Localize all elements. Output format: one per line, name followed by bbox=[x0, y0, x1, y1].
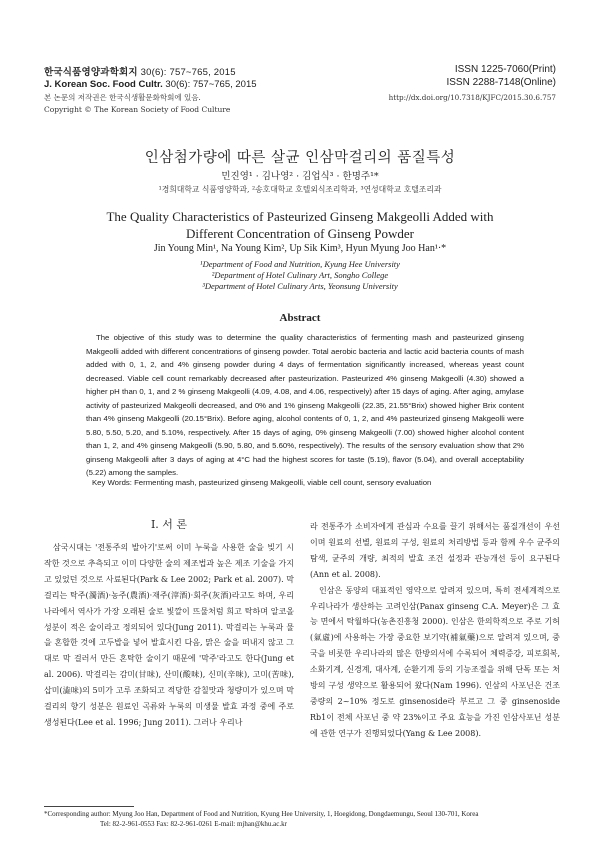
title-english-line-2: Different Concentration of Ginseng Powder bbox=[186, 226, 414, 241]
copyright-line: Copyright © The Korean Society of Food Culture bbox=[44, 105, 231, 114]
journal-pages-en: 30(6): 757~765, 2015 bbox=[165, 79, 257, 90]
affiliation-3: ³Department of Hotel Culinary Arts, Yeonsung University bbox=[202, 281, 398, 291]
affiliation-2: ²Department of Hotel Culinary Art, Songho College bbox=[211, 270, 389, 280]
intro-paragraph-continued: 라 전통주가 소비자에게 관심과 수요를 끌기 위해서는 품질개선이 우선이며 원료의 선별, 원료의 구성, 원료의 처리방법 등과 함께 우수 균주의 탐색, 균주의 개량, 최적의 발효 조건 설정과 관능개선 등이 요구된다(Ann et al. 2008). bbox=[310, 522, 560, 579]
authors-korean: 민진영¹ · 김나영² · 김업식³ · 한명주¹* bbox=[221, 171, 379, 182]
affiliations-korean: ¹경희대학교 식품영양학과, ²송호대학교 호텔외식조리학과, ³연성대학교 호텔조리과 bbox=[158, 185, 442, 194]
journal-name-ko: 한국식품영양과학회지 bbox=[44, 67, 138, 78]
footnote-line-1: *Corresponding author: Myung Joo Han, Department of Food and Nutrition, Kyung Hee University, 1, Hoegidong, Dongdaemungu, Seoul 130-701, Korea bbox=[44, 810, 479, 818]
title-english bbox=[0, 208, 600, 242]
intro-paragraph-1: 삼국시대는 '전통주의 발아기'로써 이미 누룩을 사용한 술을 빚기 시작한 것으로 추측되고 이미 다양한 술의 제조법과 높은 제조 기술을 가지고 있었던 것으로 사료된다(Park & Lee 2002; Park et al. 2007). 막걸리는 탁주(濁酒)·농주(農酒)·재주(滓酒)·회주(灰酒)라고도 하며, 우리나라에서 역사가 가장 오래된 술로 빛깔이 뜨물처럼 희고 탁하며 알코올 성분이 적은 술이라고 정의되어 있다(Jung 2011). 막걸리는 누룩과 물을 혼합한 것에 고두밥을 넣어 발효시킨 다음, 맑은 술을 떠내지 않고 그대로 막 걸러서 만든 혼탁한 술이기 때문에 '막주'라고도 한다(Jung et al. 2006). 막걸리는 감미(甘味), 산미(酸味), 신미(辛味), 고미(苦味), 삽미(澁味)의 5미가 고루 조화되고 적당한 감칠맛과 청량미가 있으며 막걸리의 향기 성분은 원료인 곡류와 누룩의 미생물 발효 과정 중에 주로 생성된다(Lee et al. 1996; Jung 2011). 그러나 우리나 bbox=[44, 543, 294, 727]
left-column bbox=[44, 540, 294, 731]
keywords: Key Words: Fermenting mash, pasteurized ginseng Makgeolli, viable cell count, sensory evaluation bbox=[92, 478, 432, 487]
journal-pages-ko: 30(6): 757~765, 2015 bbox=[140, 67, 236, 78]
affiliation-1: ¹Department of Food and Nutrition, Kyung Hee University bbox=[200, 259, 400, 269]
authors-english: Jin Young Min¹, Na Young Kim², Up Sik Kim³, Hyun Myung Joo Han¹·* bbox=[153, 243, 447, 254]
affiliations-english bbox=[0, 259, 600, 292]
issn-print: ISSN 1225-7060(Print) bbox=[454, 64, 556, 75]
abstract-text: The objective of this study was to determine the quality characteristics of fermenting mash and pasteurized ginseng Makgeolli added with different concentrations of ginseng powder. Total aerobic bacteria and lactic acid bacteria counts of mash added with 0, 1, 2, and 4% ginseng powder during 4 days of fermentation significantly increased, whereas yeast count decreased. Viable cell count remarkably decreased after pasteurization. Pasteurized 4% ginseng Makgeolli (4.30) showed a higher pH than 0, 1, and 2 % ginseng Makgeolli (4.09, 4.08, and 4.06, respectively) after 15 days of aging. After aging, amylase activity of pasteurized Makgeolli decreased, and 0% and 1% ginseng Makgeolli (22.35, 21.55°Brix) showed higher Brix content than 4% ginseng Makgeolli (20.15°Brix). Before aging, alcohol contents of 0, 1, 2, and 4% pasteurized ginseng Makgeolli were 5.80, 5.50, 5.20, and 5.10%, respectively. After 15 days of aging, 0% ginseng Makgeolli (7.00) showed higher alcohol content than 1, 2, and 4% ginseng Makgeolli (5.90, 5.80, and 5.60%, respectively). The results of the sensory evaluation show that 2% ginseng Makgeolli after 3 days of aging at 4°C had the highest scores for taste (5.19), flavor (5.04), and overall acceptability (5.22) among the samples. bbox=[86, 333, 524, 477]
journal-header-right bbox=[389, 63, 556, 102]
journal-name-en-line bbox=[44, 79, 257, 90]
footnote-line-2: Tel: 82-2-961-0553 Fax: 82-2-961-0261 E-mail: mjhan@khu.ac.kr bbox=[100, 820, 287, 828]
doi-link[interactable]: http://dx.doi.org/10.7318/KJFC/2015.30.6.757 bbox=[388, 93, 556, 102]
title-english-line-1: The Quality Characteristics of Pasteurized Ginseng Makgeolli Added with bbox=[106, 209, 494, 224]
issn-online: ISSN 2288-7148(Online) bbox=[446, 77, 556, 88]
journal-name-ko-line bbox=[44, 64, 257, 78]
footnote-divider bbox=[44, 806, 134, 807]
title-korean: 인삼첨가량에 따른 살균 인삼막걸리의 품질특성 bbox=[144, 150, 456, 166]
abstract-heading: Abstract bbox=[279, 312, 321, 324]
corresponding-author-footnote bbox=[44, 809, 564, 829]
copyright-notice: 본 논문의 저작권은 한국식생활문화학회에 있음. bbox=[44, 93, 201, 102]
intro-paragraph-2: 인삼은 동양의 대표적인 영약으로 알려져 있으며, 특히 전세계적으로 우리나라가 생산하는 고려인삼(Panax ginseng C.A. Meyer)은 그 효능 면에서 탁월하다(농촌진흥청 2000). 인삼은 한의학적으로 주로 기허(氣虛)에 사용하는 가장 중요한 보기약(補氣藥)으로 알려져 있으며, 중국을 비롯한 우리나라의 많은 한방의서에 수록되어 체력증강, 피로회복, 소화기계, 신경계, 대사계, 순환기계 등의 기능조절을 위해 단독 또는 처방의 구성 생약으로 활용되어 왔다(Nam 1996). 인삼의 사포닌은 건조중량의 2~10% 정도로 ginsenoside라 부르고 그 중 ginsenoside Rb1이 전체 사포닌 중 약 23%이고 주요 효능을 가진 인삼사포닌 성분에 관한 연구가 진행되었다(Yang & Lee 2008). bbox=[310, 585, 560, 738]
section-heading-introduction: I. 서 론 bbox=[150, 518, 188, 531]
journal-name-en: J. Korean Soc. Food Cultr. bbox=[44, 79, 163, 90]
journal-header-left bbox=[44, 64, 257, 114]
right-column bbox=[310, 519, 560, 742]
